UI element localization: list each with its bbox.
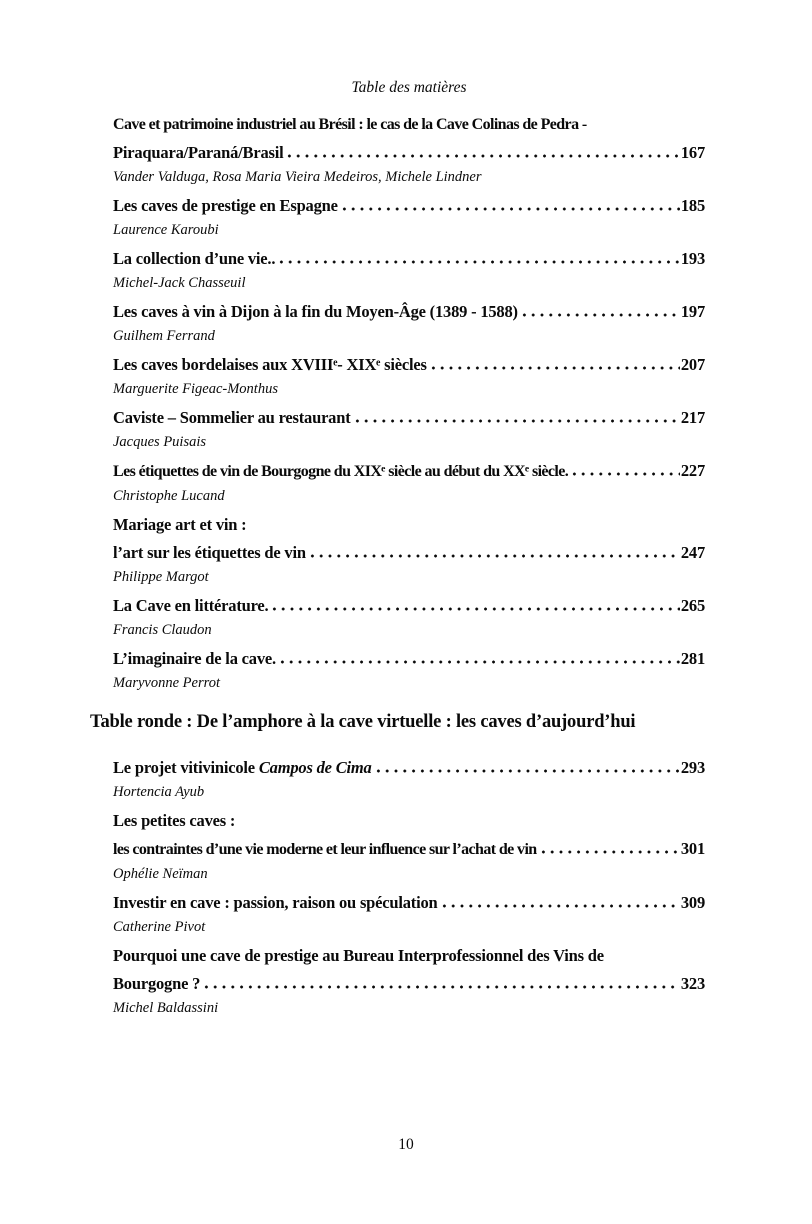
entry-title-italic: Campos de Cima — [258, 758, 372, 777]
dot-leader — [539, 850, 680, 854]
dot-leader — [308, 554, 680, 558]
entry-authors: Hortencia Ayub — [113, 784, 205, 800]
dot-leader — [440, 904, 680, 908]
entry-page-number: 265 — [680, 596, 705, 615]
dot-leader — [374, 769, 680, 773]
entry-page-number: 167 — [680, 143, 705, 162]
table-of-contents — [90, 111, 705, 1023]
dot-leader — [570, 472, 680, 476]
dot-leader — [285, 154, 679, 158]
toc-entry — [113, 511, 705, 588]
entry-title: Les caves bordelaises aux XVIIIᵉ- XIXᵉ siècles — [113, 355, 427, 374]
toc-entry — [113, 192, 705, 241]
toc-entry — [113, 645, 705, 694]
entry-title: Caviste – Sommelier au restaurant — [113, 408, 351, 427]
entry-title-line: Pourquoi une cave de prestige au Bureau Interprofessionnel des Vins de — [113, 946, 604, 965]
entry-page-number: 309 — [680, 893, 705, 912]
entry-authors: Maryvonne Perrot — [113, 675, 220, 691]
entry-title-text: Le projet vitivinicole — [113, 758, 259, 777]
entry-title-line: Mariage art et vin : — [113, 515, 247, 534]
toc-entry — [113, 404, 705, 453]
entry-title: Les étiquettes de vin de Bourgogne du XIXᵉ siècle au début du XXᵉ siècle. — [113, 463, 569, 480]
toc-entry — [113, 245, 705, 294]
entry-title: Piraquara/Paraná/Brasil — [113, 143, 284, 162]
entry-authors: Guilhem Ferrand — [113, 328, 215, 344]
entry-page-number: 193 — [680, 249, 705, 268]
entry-title: les contraintes d’une vie moderne et leur influence sur l’achat de vin — [113, 841, 537, 858]
toc-entry — [113, 754, 705, 803]
dot-leader — [520, 313, 680, 317]
entry-authors: Michel-Jack Chasseuil — [113, 275, 246, 291]
toc-entry — [113, 111, 705, 188]
toc-entry — [113, 592, 705, 641]
entry-authors: Jacques Puisais — [113, 434, 207, 450]
dot-leader — [340, 207, 680, 211]
entry-title-line: Les petites caves : — [113, 811, 236, 830]
toc-entry — [113, 942, 705, 1019]
entry-page-number: 247 — [680, 543, 705, 562]
entry-page-number: 301 — [680, 839, 705, 858]
entry-authors: Michel Baldassini — [113, 1000, 219, 1016]
dot-leader — [277, 260, 680, 264]
entry-authors: Ophélie Neïman — [113, 866, 208, 882]
toc-entry — [113, 457, 705, 507]
toc-entry — [113, 298, 705, 347]
toc-entry — [113, 889, 705, 938]
entry-page-number: 207 — [680, 355, 705, 374]
page-number: 10 — [398, 1136, 414, 1153]
entry-title-line: Cave et patrimoine industriel au Brésil : le cas de la Cave Colinas de Pedra - — [113, 116, 587, 133]
toc-entry — [113, 807, 705, 885]
entry-authors: Christophe Lucand — [113, 488, 225, 504]
entry-authors: Vander Valduga, Rosa Maria Vieira Medeiros, Michele Lindner — [113, 169, 482, 185]
entry-title — [113, 754, 372, 782]
entry-title: La collection d’une vie.. — [113, 249, 276, 268]
entry-page-number: 185 — [680, 196, 705, 215]
dot-leader — [270, 607, 679, 611]
entry-title: Bourgogne ? — [113, 974, 201, 993]
entry-page-number: 323 — [680, 974, 705, 993]
toc-entry — [113, 351, 705, 400]
entry-title: Investir en cave : passion, raison ou spéculation — [113, 893, 438, 912]
entry-title: La Cave en littérature. — [113, 596, 269, 615]
entry-page-number: 293 — [680, 758, 705, 777]
dot-leader — [202, 985, 680, 989]
entry-authors: Laurence Karoubi — [113, 222, 219, 238]
entry-title: Les caves de prestige en Espagne — [113, 196, 338, 215]
dot-leader — [429, 366, 680, 370]
entry-authors: Philippe Margot — [113, 569, 209, 585]
running-header: Table des matières — [351, 79, 467, 96]
entry-page-number: 197 — [680, 302, 705, 321]
entry-authors: Marguerite Figeac-Monthus — [113, 381, 278, 397]
entry-title: Les caves à vin à Dijon à la fin du Moyen-Âge (1389 - 1588) — [113, 302, 518, 321]
entry-page-number: 217 — [680, 408, 705, 427]
entry-title: l’art sur les étiquettes de vin — [113, 543, 306, 562]
entry-page-number: 281 — [680, 649, 705, 668]
entry-page-number: 227 — [680, 461, 705, 480]
entry-title: L’imaginaire de la cave. — [113, 649, 276, 668]
entry-authors: Francis Claudon — [113, 622, 212, 638]
entry-authors: Catherine Pivot — [113, 919, 206, 935]
dot-leader — [353, 419, 680, 423]
section-heading: Table ronde : De l’amphore à la cave virtuelle : les caves d’aujourd’hui — [90, 712, 636, 732]
dot-leader — [278, 660, 680, 664]
